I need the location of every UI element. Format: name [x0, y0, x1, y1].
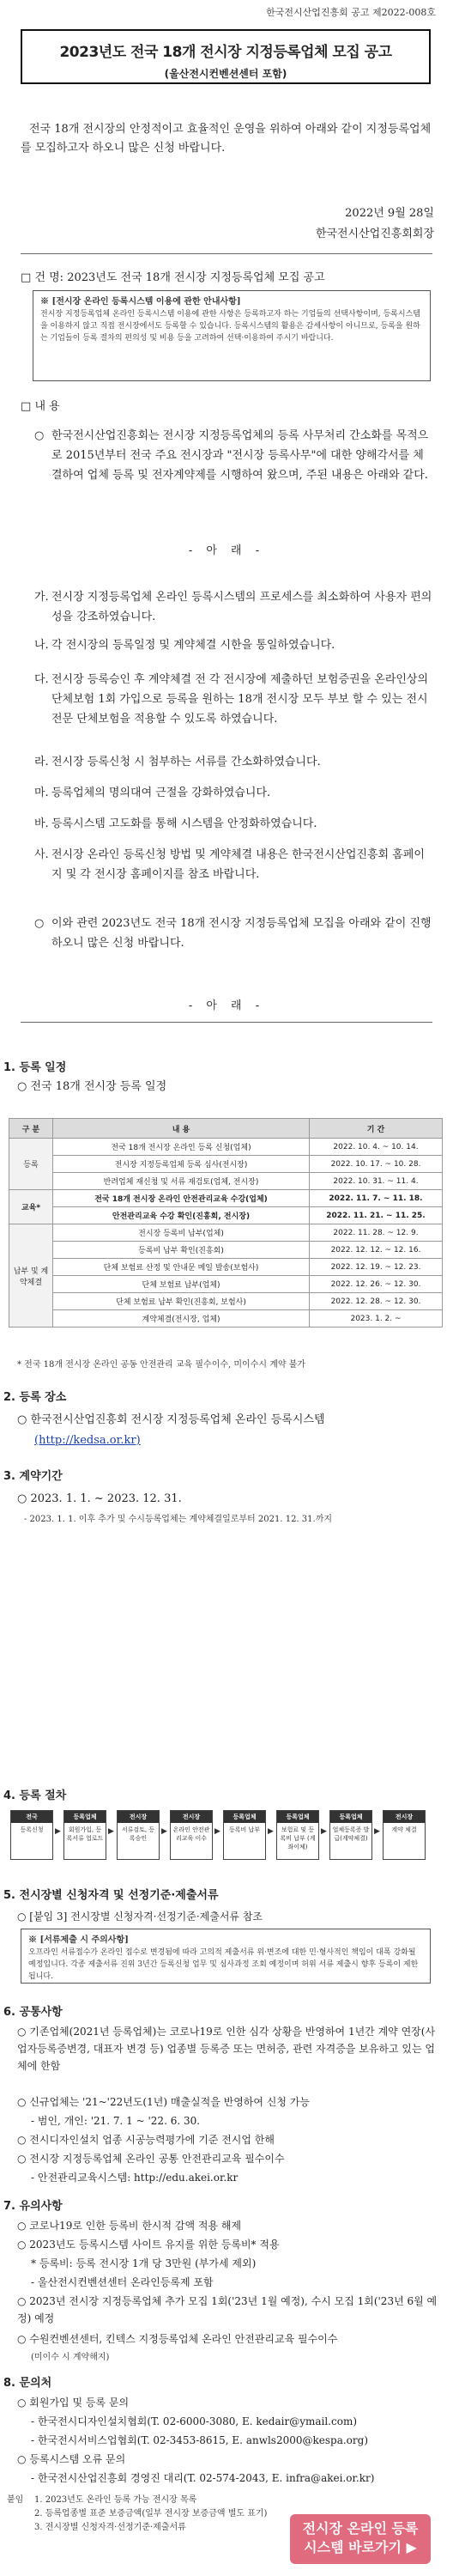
step-body: 등록비 납부	[228, 1826, 261, 1833]
step-body: 온라인 안전관리교육 이수	[172, 1826, 210, 1842]
list-item: - 한국전시산업진흥회 경영진 대리(T. 02-574-2043, E. infra@akei.or.kr)	[31, 2472, 375, 2484]
attachment-item: 2. 등록업종별 표준 보증금액(일부 전시장 보증금액 별도 표기)	[34, 2509, 268, 2518]
section-7-title: 7. 유의사항	[3, 2200, 63, 2213]
arrow-right-icon: ▶	[55, 1827, 61, 1836]
list-item: - 한국전시디자인설치협회(T. 02-6000-3080, E. kedair@ymail.com)	[31, 2415, 357, 2427]
table-cell: 2022. 10. 31. ~ 11. 4.	[310, 1173, 443, 1190]
section-1-title: 1. 등록 일정	[3, 1061, 67, 1074]
notice-body: 오프라인 서류접수가 온라인 접수로 변경됨에 따라 고의적 제출서류 위·변조에 대한 민·형사적인 책임이 대폭 강화될 예정입니다. 각종 제출서류 진위 3년간 등록신청 업무 및 심사과정 조회 예정이며 허위 서류 제출시 향후 등록이 제한됩니다.	[28, 1948, 419, 1981]
table-cell: 2022. 11. 7. ~ 11. 18.	[310, 1190, 443, 1207]
notice-body: 전시장 지정등록업체 온라인 등록시스템 이용에 관한 사항은 등록하고자 하는 기업들의 선택사항이며, 등록시스템을 이용하지 않고 직접 전시장에서도 등록할 수 있습니다. 등록시스템의 활용은 감세사항이 아니므로, 등록을 원하는 기업들이 등록 절차의 편의성 및 비용 등을 고려하여 선택·이용하여 주시기 바랍니다.	[40, 310, 420, 343]
step-head: 전시장	[171, 1811, 212, 1823]
list-item-text: 전시장 지정등록업체 온라인 등록시스템의 프로세스를 최소화하여 사용자 편의성을 강조하였습니다.	[51, 591, 432, 623]
list-item	[34, 783, 434, 803]
group-cell: 등록	[9, 1139, 53, 1190]
step-head: 등록업체	[330, 1811, 371, 1823]
section-1-sub: ○ 전국 18개 전시장 등록 일정	[17, 1080, 167, 1093]
page-title: 2023년도 전국 18개 전시장 지정등록업체 모집 공고	[59, 44, 392, 61]
section-3-note: - 2023. 1. 1. 이후 추가 및 수시등록업체는 계약체결일로부터 2021. 12. 31.까지	[24, 1515, 333, 1524]
list-item: ○ 전시디자인설치 업종 시공능력평가에 기준 전시업 한해	[17, 2134, 275, 2146]
list-item-label: 나.	[34, 639, 49, 652]
table-cell: 등록비 납부 확인(진흥회)	[53, 1242, 310, 1259]
section-3-title: 3. 계약기간	[3, 1470, 63, 1483]
list-item-label: 다.	[34, 673, 49, 686]
list-item: * 등록비: 등록 전시장 1개 당 3만원 (부가세 제외)	[31, 2257, 257, 2269]
table-row	[9, 1224, 443, 1242]
group-cell: 교육*	[9, 1190, 53, 1224]
section-8-title: 8. 문의처	[3, 2377, 52, 2390]
step-body: 계약 체결	[391, 1826, 417, 1833]
attachment-item: 1. 2023년도 온라인 등록 가능 전시장 목록	[34, 2495, 197, 2505]
list-item	[34, 845, 434, 884]
announcement-ref: 한국전시산업진흥회 공고 제2022-008호	[266, 7, 436, 18]
arrow-right-icon: ▶	[108, 1827, 114, 1836]
content-label: 내 용	[34, 400, 60, 413]
step-head: 전국	[11, 1811, 52, 1823]
table-row	[9, 1293, 443, 1310]
table-cell: 단체 보험료 산정 및 안내문 메일 발송(보험사)	[53, 1259, 310, 1276]
table-row	[9, 1156, 443, 1173]
step-body: 서류검토, 등록승인	[121, 1826, 155, 1842]
square-bullet-icon: □	[21, 400, 32, 413]
table-row	[9, 1139, 443, 1156]
table-header-cell: 구 분	[9, 1119, 53, 1139]
process-step	[276, 1810, 319, 1860]
table-header-row	[9, 1119, 443, 1139]
table-row	[9, 1173, 443, 1190]
divider-line	[21, 1022, 432, 1023]
list-item: - 범인, 개인: '21. 7. 1 ~ '22. 6. 30.	[31, 2115, 201, 2127]
attachment-item: 3. 전시장별 신청자격·선정기준·제출서류	[34, 2523, 186, 2532]
notice-submission	[21, 1929, 431, 1984]
arrow-right-icon: ▶	[214, 1827, 220, 1836]
process-step	[329, 1810, 372, 1860]
section-6-title: 6. 공통사항	[3, 2006, 63, 2019]
notice-online-system	[33, 290, 431, 381]
table-cell: 2023. 1. 2. ~	[310, 1310, 443, 1327]
schedule-note: * 전국 18개 전시장 온라인 공동 안전관리 교육 필수이수, 미이수시 계약 불가	[17, 1360, 306, 1370]
list-item: ○ 등록시스템 오류 문의	[17, 2453, 126, 2465]
list-item: - 울산전시컨벤션센터 온라인등록제 포함	[31, 2276, 214, 2288]
arrow-right-icon: ▶	[321, 1827, 327, 1836]
list-item: ○ 전시장 지정등록업체 온라인 공통 안전관리교육 필수이수	[17, 2153, 285, 2165]
intro-body: 전국 18개 전시장의 안정적이고 효율적인 운영을 위하여 아래와 같이 지정등록업체를 모집하고자 하오니 많은 신청 바랍니다.	[21, 123, 432, 155]
list-item-text: 전시장 온라인 등록신청 방법 및 계약체결 내용은 한국전시산업진흥회 홈페이지 및 각 전시장 홈페이지를 참조 바랍니다.	[51, 848, 425, 881]
table-row	[9, 1259, 443, 1276]
arrow-right-icon: ▶	[374, 1827, 380, 1836]
process-step	[170, 1810, 213, 1860]
section-5-title: 5. 전시장별 신청자격 및 선정기준·제출서류	[3, 1889, 219, 1902]
step-body: 업체등록증 발급(계약체결)	[332, 1826, 370, 1842]
table-cell: 전국 18개 전시장 온라인 안전관리교육 수강(업체)	[53, 1190, 310, 1207]
list-item-text: 전시장 등록승인 후 계약체결 전 각 전시장에 제출하던 보험증권을 온라인상의 단체보험 1회 가입으로 등록을 원하는 18개 전시장 모두 부보 할 수 있는 전시 전문 단체보험을 적용할 수 있도록 하였습니다.	[51, 673, 429, 726]
list-item-label: 사.	[34, 848, 49, 861]
kedsa-link[interactable]: (http://kedsa.or.kr)	[34, 1434, 141, 1447]
divider-line	[21, 253, 432, 254]
table-cell: 2022. 11. 28. ~ 12. 9.	[310, 1224, 443, 1242]
section-2-title: 2. 등록 장소	[3, 1391, 67, 1404]
table-cell: 2022. 12. 26. ~ 12. 30.	[310, 1276, 443, 1293]
cta-line-1: 전시장 온라인 등록	[302, 2520, 419, 2537]
table-cell: 단체 보험료 납부 확인(진흥회, 보험사)	[53, 1293, 310, 1310]
step-body: 회원가입, 등록서류 업로드	[66, 1826, 104, 1842]
list-item-text: 등록업체의 명의대여 근절을 강화하였습니다.	[51, 787, 271, 799]
cta-line-2: 시스템 바로가기 ▶	[304, 2539, 417, 2555]
content-intro-text: 한국전시산업진흥회는 전시장 지정등록업체의 등록 사무처리 간소화를 목적으로 2015년부터 전국 주요 전시장과 "전시장 등록사무"에 대한 양해각서를 체결하여 업체 등록 및 전자계약제를 시행하여 왔으며, 주된 내용은 아래와 같다.	[51, 429, 429, 482]
list-item-text: 등록시스템 고도화를 통해 시스템을 안정화하였습니다.	[51, 817, 317, 830]
content-closing	[34, 914, 434, 953]
table-cell: 전국 18개 전시장 온라인 등록 신청(업체)	[53, 1139, 310, 1156]
circle-bullet-icon: ○	[34, 429, 45, 442]
list-item: ○ 2023년 전시장 지정등록업체 추가 모집 1회('23년 1월 예정), 수시 모집 1회('23년 6월 예정) 예정	[17, 2295, 438, 2324]
square-bullet-icon: □	[21, 271, 32, 284]
list-item: ○ 회원가입 및 등록 문의	[17, 2397, 130, 2409]
title-box	[21, 29, 431, 84]
table-row	[9, 1207, 443, 1224]
group-cell: 납부 및 계약체결	[9, 1224, 53, 1327]
circle-bullet-icon: ○	[34, 917, 45, 930]
table-header-cell: 기 간	[310, 1119, 443, 1139]
list-item: ○ 기존업체(2021년 등록업체)는 코로나19로 인한 심각 상황을 반영하여 1년간 계약 연장(사업자등록증변경, 대표자 변경 등) 업종별 등록증 또는 면허증, 관련 자격증을 보유하고 있는 업체에 한함	[17, 2026, 436, 2072]
list-item	[34, 587, 434, 627]
list-item: - 안전관리교육시스템: http://edu.akei.or.kr	[31, 2172, 239, 2184]
table-cell: 계약체결(전시장, 업체)	[53, 1310, 310, 1327]
step-head: 등록업체	[224, 1811, 265, 1823]
table-cell: 2022. 12. 28. ~ 12. 30.	[310, 1293, 443, 1310]
list-item	[34, 752, 434, 772]
announcement-date: 2022년 9월 28일	[345, 207, 434, 220]
step-body: 등록신청	[20, 1826, 44, 1833]
table-row	[9, 1276, 443, 1293]
table-cell: 안전관리교육 수강 확인(진흥회, 전시장)	[53, 1207, 310, 1224]
list-item: - 한국전시서비스업협회(T. 02-3453-8615, E. anwls2000@kespa.org)	[31, 2434, 369, 2446]
section-4-title: 4. 등록 절차	[3, 1789, 67, 1802]
section-2-body: ○ 한국전시산업진흥회 전시장 지정등록업체 온라인 등록시스템	[17, 1413, 325, 1426]
divider-below: - 아 래 -	[188, 544, 265, 557]
notice-head: ※ [전시장 온라인 등록시스템 이용에 관한 안내사항]	[40, 297, 241, 307]
content-heading	[21, 397, 60, 413]
list-item: ○ 신규업체는 '21~'22년도(1년) 매출실적을 반영하여 신청 가능	[17, 2096, 310, 2108]
list-item: (미이수 시 계약해지)	[31, 2353, 110, 2362]
table-cell: 단체 보험료 납부(업체)	[53, 1276, 310, 1293]
schedule-table	[9, 1118, 443, 1327]
list-item	[34, 670, 434, 729]
attachments-label: 붙임	[7, 2495, 24, 2505]
step-head: 등록업체	[277, 1811, 318, 1823]
table-cell: 반려업체 재신청 및 서류 재검토(업체, 전시장)	[53, 1173, 310, 1190]
list-item	[34, 635, 434, 655]
table-cell: 2022. 10. 4. ~ 10. 14.	[310, 1139, 443, 1156]
list-item-label: 가.	[34, 591, 49, 604]
process-flow	[10, 1810, 443, 1870]
process-step	[383, 1810, 426, 1860]
table-cell: 2022. 10. 17. ~ 10. 28.	[310, 1156, 443, 1173]
table-cell: 2022. 12. 19. ~ 12. 23.	[310, 1259, 443, 1276]
list-item-label: 마.	[34, 787, 49, 799]
page-subtitle: (울산전시컨벤션센터 포함)	[164, 68, 287, 80]
step-body: 보험료 및 등록비 납부 (계좌이체)	[280, 1826, 316, 1850]
process-step	[223, 1810, 266, 1860]
list-item: ○ 2023년도 등록시스템 사이트 유지를 위한 등록비* 적용	[17, 2239, 280, 2251]
list-item-label: 바.	[34, 817, 49, 830]
table-row	[9, 1190, 443, 1207]
table-cell: 2022. 11. 21. ~ 11. 25.	[310, 1207, 443, 1224]
process-step	[10, 1810, 53, 1860]
content-intro	[34, 426, 434, 485]
step-head: 전시장	[384, 1811, 425, 1823]
announcement-org: 한국전시산업진흥회회장	[315, 228, 434, 240]
table-cell: 전시장 등록비 납부(업체)	[53, 1224, 310, 1242]
list-item: ○ 수원컨벤션센터, 킨텍스 지정등록업체 온라인 안전관리교육 필수이수	[17, 2333, 338, 2345]
table-header-cell: 내 용	[53, 1119, 310, 1139]
list-item	[34, 814, 434, 834]
section-3-body: ○ 2023. 1. 1. ~ 2023. 12. 31.	[17, 1492, 182, 1505]
online-registration-button[interactable]	[290, 2514, 431, 2564]
list-item-text: 각 전시장의 등록일정 및 계약체결 시한을 통일하였습니다.	[51, 639, 335, 652]
process-step	[117, 1810, 160, 1860]
divider-below-2: - 아 래 -	[188, 999, 265, 1012]
list-item: ○ 코로나19로 인한 등록비 한시적 감액 적용 해제	[17, 2220, 242, 2232]
arrow-right-icon: ▶	[161, 1827, 167, 1836]
arrow-right-icon: ▶	[268, 1827, 274, 1836]
subject-label: 건 명: 2023년도 전국 18개 전시장 지정등록업체 모집 공고	[34, 271, 325, 284]
notice-head: ※ [서류제출 시 주의사항]	[28, 1935, 129, 1945]
table-cell: 전시장 지정등록업체 등록 심사(전시장)	[53, 1156, 310, 1173]
table-cell: 2022. 12. 12. ~ 12. 16.	[310, 1242, 443, 1259]
step-head: 전시장	[118, 1811, 159, 1823]
process-step	[63, 1810, 106, 1860]
step-head: 등록업체	[64, 1811, 106, 1823]
content-closing-text: 이와 관련 2023년도 전국 18개 전시장 지정등록업체 모집을 아래와 같이 진행하오니 많은 신청 바랍니다.	[51, 917, 432, 950]
list-item-label: 라.	[34, 756, 49, 769]
table-row	[9, 1310, 443, 1327]
subject-line	[21, 268, 325, 284]
list-item-text: 전시장 등록신청 시 첨부하는 서류를 간소화하였습니다.	[51, 756, 321, 769]
table-row	[9, 1242, 443, 1259]
section-5-body: ○ [붙임 3] 전시장별 신청자격·선정기준·제출서류 참조	[17, 1911, 263, 1923]
